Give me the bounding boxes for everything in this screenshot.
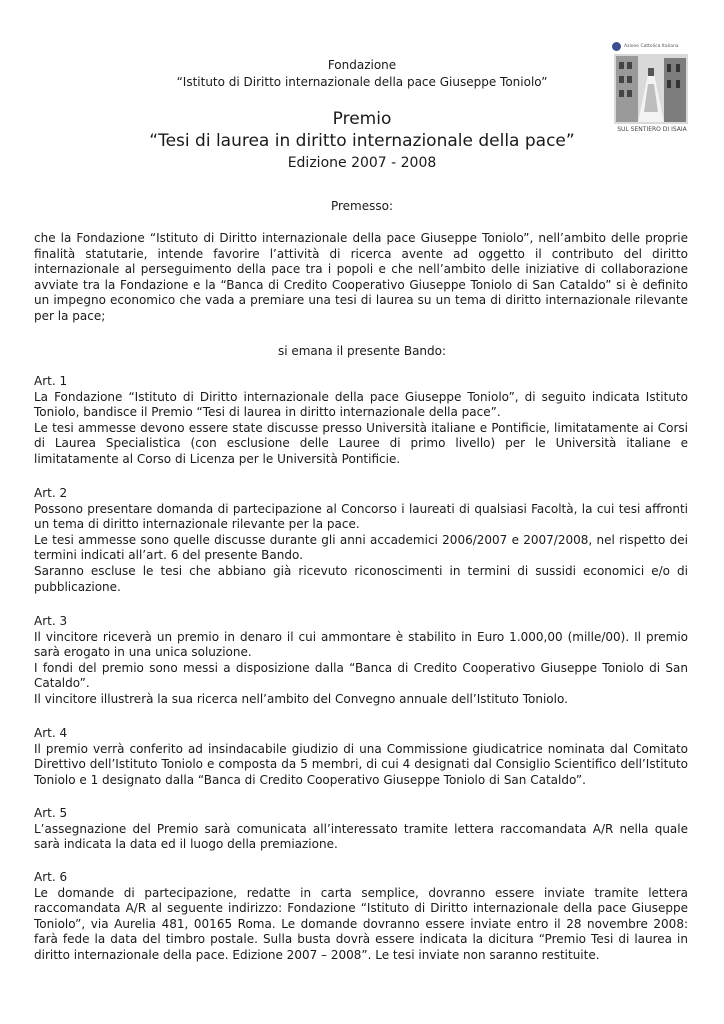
foundation-name: “Istituto di Diritto internazionale della pace Giuseppe Toniolo” — [176, 75, 548, 89]
article-2 — [34, 486, 688, 595]
intro-paragraph — [34, 231, 688, 325]
article-paragraph: La Fondazione “Istituto di Diritto internazionale della pace Giuseppe Toniolo”, di seguito indicata Istituto Toniolo, bandisce il Premio “Tesi di laurea in diritto internazionale della pace”. — [34, 389, 688, 420]
article-heading: Art. 3 — [34, 614, 68, 628]
article-paragraph: Il vincitore illustrerà la sua ricerca nell’ambito del Convegno annuale dell’Istituto Toniolo. — [34, 691, 568, 706]
azione-cattolica-emblem-icon — [612, 42, 621, 51]
article-heading: Art. 4 — [34, 726, 68, 740]
intro-text: che la Fondazione “Istituto di Diritto internazionale della pace Giuseppe Toniolo”, nell’ambito delle proprie finalità statutarie, intende favorire l’attività di ricerca avente ad oggetto il contributo del diritto internazionale al perseguimento della pace tra i popoli e che nell’ambito delle iniziative di collaborazione avviate tra la Fondazione e la “Banca di Credito Cooperativo Giuseppe Toniolo di San Cataldo” si è definito un impegno economico che vada a premiare una tesi di laurea su un tema di diritto internazionale rilevante per la pace; — [34, 231, 688, 323]
article-paragraph: L’assegnazione del Premio sarà comunicata all’interessato tramite lettera raccomandata A/R nella quale sarà indicata la data ed il luogo della premiazione. — [34, 821, 688, 852]
article-paragraph: Possono presentare domanda di partecipazione al Concorso i laureati di qualsiasi Facoltà, la cui tesi affronti un tema di diritto internazionale rilevante per la pace. — [34, 501, 688, 532]
article-heading: Art. 6 — [34, 870, 68, 884]
article-paragraph: Le tesi ammesse devono essere state discusse presso Università italiane e Pontificie, limitatamente ai Corsi di Laurea Specialistica (con esclusione delle Lauree di primo livello) per le Università italiane e limitatamente al Corso di Licenza per le Università Pontificie. — [34, 420, 688, 466]
article-paragraph: Saranno escluse le tesi che abbiano già ricevuto riconoscimenti in termini di sussidi economici e/o di pubblicazione. — [34, 563, 688, 594]
article-1 — [34, 374, 688, 468]
article-paragraph: Le tesi ammesse sono quelle discusse durante gli anni accademici 2006/2007 e 2007/2008, nel rispetto dei termini indicati all’art. 6 del presente Bando. — [34, 532, 688, 563]
bando-label: si emana il presente Bando: — [277, 344, 447, 358]
article-6 — [34, 870, 688, 964]
article-paragraph: Le domande di partecipazione, redatte in carta semplice, dovranno essere inviate tramite lettera raccomandata A/R al seguente indirizzo: Fondazione “Istituto di Diritto internazionale della pace Giuseppe Toniolo”, via Aurelia 481, 00165 Roma. Le domande dovranno essere inviate entro il 28 novembre 2008: farà fede la data del timbro postale. Sulla busta dovrà essere indicata la dicitura “Premio Tesi di laurea in diritto internazionale della pace. Edizione 2007 – 2008”. Le tesi inviate non saranno restituite. — [34, 885, 688, 962]
article-heading: Art. 1 — [34, 374, 68, 388]
award-subtitle: “Tesi di laurea in diritto internazionale della pace” — [149, 131, 575, 151]
premesso-label: Premesso: — [330, 199, 394, 213]
article-heading: Art. 2 — [34, 486, 68, 500]
edition-label: Edizione 2007 - 2008 — [287, 155, 437, 171]
logo-top-row — [612, 40, 692, 52]
award-title: Premio — [332, 109, 392, 129]
article-5 — [34, 806, 688, 853]
article-paragraph: Il vincitore riceverà un premio in denaro il cui ammontare è stabilito in Euro 1.000,00 (mille/00). Il premio sarà erogato in una unica soluzione. — [34, 629, 688, 660]
article-3 — [34, 614, 688, 708]
foundation-label: Fondazione — [327, 58, 397, 72]
article-paragraph: I fondi del premio sono messi a disposizione dalla “Banca di Credito Cooperativo Giuseppe Toniolo di San Cataldo”. — [34, 660, 688, 691]
article-4 — [34, 726, 688, 788]
article-paragraph: Il premio verrà conferito ad insindacabile giudizio di una Commissione giudicatrice nominata dal Comitato Direttivo dell’Istituto Toniolo e composta da 5 membri, di cui 4 designati dal Consiglio Scientifico dell’Istituto Toniolo e 1 designato dalla “Banca di Credito Cooperativo Giuseppe Toniolo di San Cataldo”. — [34, 741, 688, 787]
logo-top-text: Azione Cattolica Italiana — [624, 43, 679, 49]
article-heading: Art. 5 — [34, 806, 68, 820]
logo-caption: SUL SENTIERO DI ISAIA — [617, 126, 687, 133]
